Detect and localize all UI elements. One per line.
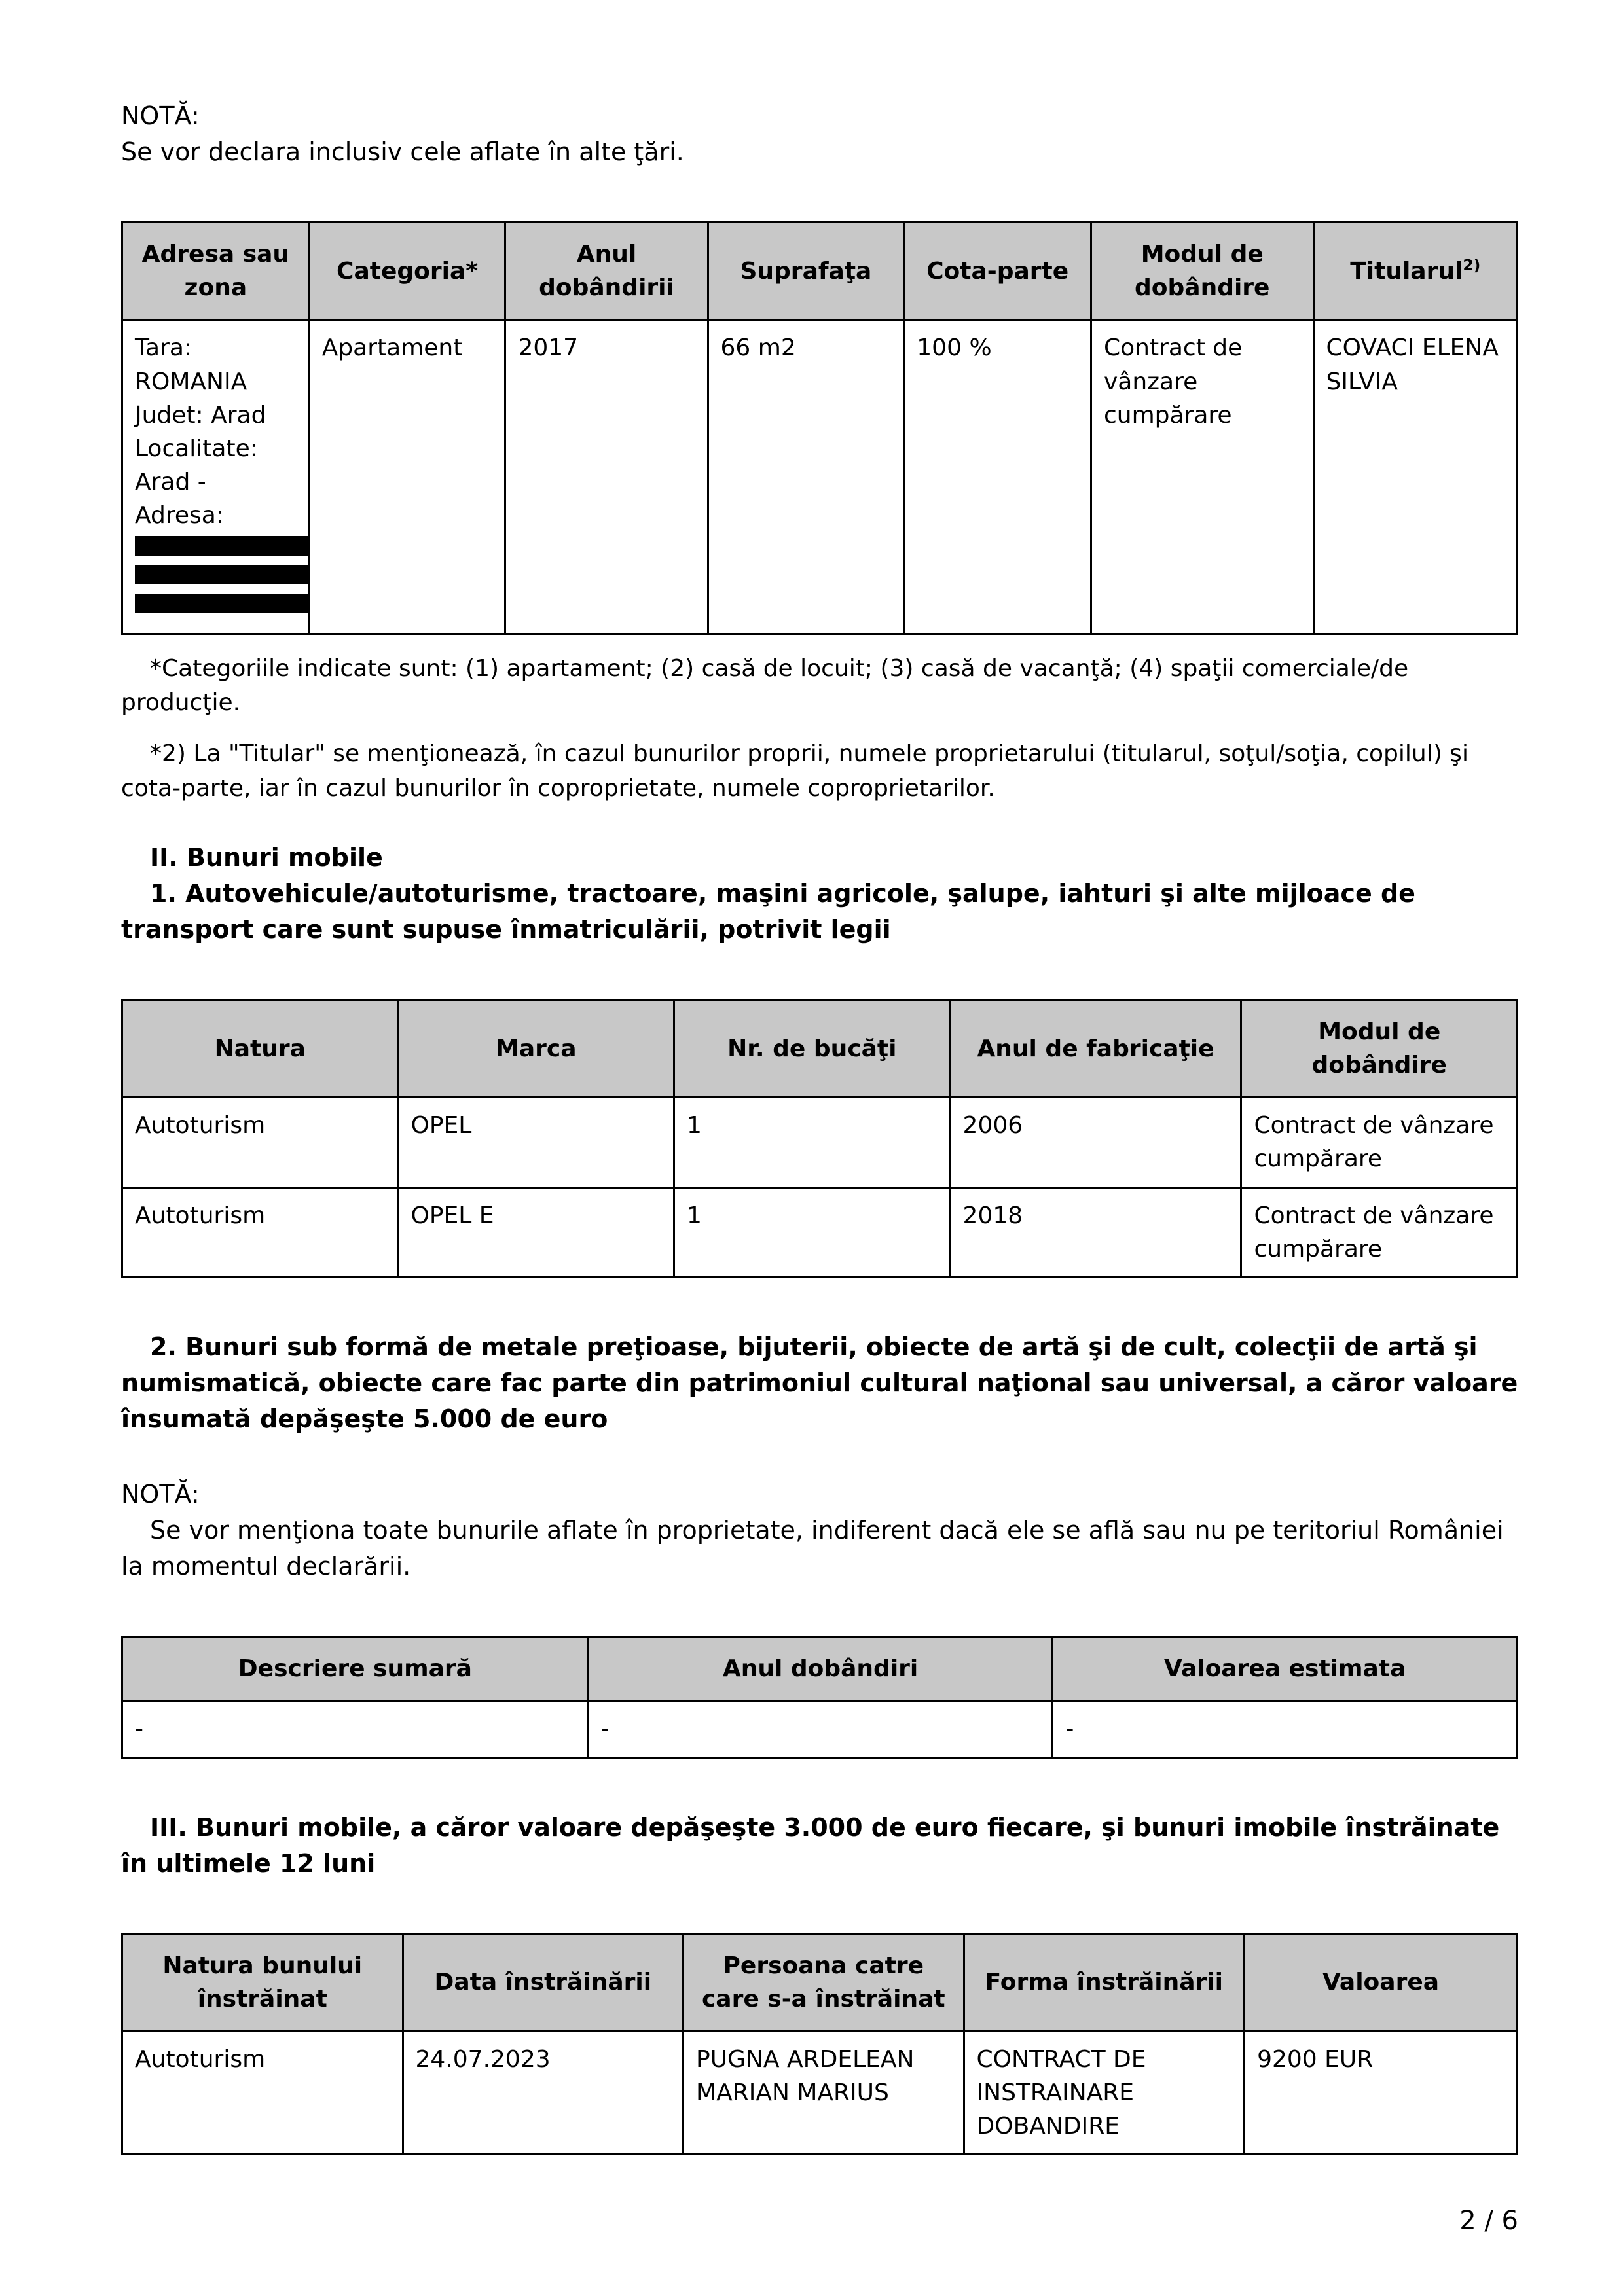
col-modul-dobandire: Modul de dobândire — [1241, 1000, 1518, 1098]
col-natura-bunului: Natura bunului înstrăinat — [122, 1933, 403, 2031]
col-valoarea-estimata: Valoarea estimata — [1053, 1637, 1518, 1701]
cell-natura-bunului: Autoturism — [122, 2031, 403, 2154]
cell-valoarea: 9200 EUR — [1245, 2031, 1518, 2154]
cell-descriere: - — [122, 1701, 589, 1757]
col-forma-instrainarii: Forma înstrăinării — [964, 1933, 1245, 2031]
table-header-row — [122, 223, 1518, 320]
table-header-row — [122, 1933, 1518, 2031]
table-bunuri-imobile-wrapper — [121, 221, 1518, 635]
table-vehicule — [121, 999, 1518, 1278]
table-row — [122, 320, 1518, 634]
cell-nr-bucati: 1 — [674, 1098, 951, 1187]
table-metale-pretioase — [121, 1636, 1518, 1758]
col-titular-footnote-marker: 2) — [1463, 255, 1481, 274]
table-row — [122, 2031, 1518, 2154]
note-top-text: Se vor declara inclusiv cele aflate în alte ţări. — [121, 137, 684, 167]
col-anul-fabricatie: Anul de fabricaţie — [950, 1000, 1241, 1098]
cell-anul-fabricatie: 2006 — [950, 1098, 1241, 1187]
col-suprafata: Suprafaţa — [708, 223, 904, 320]
cell-natura: Autoturism — [122, 1187, 399, 1277]
note-mid-text — [121, 1513, 1518, 1585]
redacted-block — [135, 536, 297, 613]
cell-adresa-text: Tara: ROMANIA Judet: Arad Localitate: Arad - Adresa: — [135, 334, 266, 529]
col-descriere-sumara: Descriere sumară — [122, 1637, 589, 1701]
table-metale-wrapper — [121, 1636, 1518, 1758]
table-vehicule-wrapper — [121, 999, 1518, 1278]
cell-modul-dobandire: Contract de vânzare cumpărare — [1241, 1098, 1518, 1187]
table-row — [122, 1701, 1518, 1757]
col-marca: Marca — [398, 1000, 674, 1098]
note-mid — [121, 1477, 1518, 1585]
col-anul-dobandiri: Anul dobândiri — [588, 1637, 1053, 1701]
table-header-row — [122, 1000, 1518, 1098]
section-II-title-text: II. Bunuri mobile — [150, 842, 383, 872]
cell-anul-fabricatie: 2018 — [950, 1187, 1241, 1277]
cell-valoare: - — [1053, 1701, 1518, 1757]
cell-adresa — [122, 320, 310, 634]
redacted-line — [135, 536, 310, 556]
redacted-line — [135, 565, 310, 584]
cell-suprafata: 66 m2 — [708, 320, 904, 634]
table-header-row — [122, 1637, 1518, 1701]
table-row — [122, 1098, 1518, 1187]
col-modul-dobandire: Modul de dobândire — [1091, 223, 1313, 320]
table-bunuri-imobile — [121, 221, 1518, 635]
col-titular — [1313, 223, 1517, 320]
table-row — [122, 1187, 1518, 1277]
col-anul-dobandirii: Anul dobândirii — [505, 223, 708, 320]
col-valoarea: Valoarea — [1245, 1933, 1518, 2031]
note-mid-label: NOTĂ: — [121, 1480, 200, 1509]
cell-natura: Autoturism — [122, 1098, 399, 1187]
note-top — [121, 98, 1518, 170]
section-II-title — [121, 840, 1518, 876]
section-2-title-text: 2. Bunuri sub formă de metale preţioase, bijuterii, obiecte de artă şi de cult, colecţii de artă şi numismatică, obiecte care fac parte din patrimoniul cultural naţional sau universal, a căror valoare însumată depăşeşte 5.000 de euro — [121, 1332, 1518, 1433]
col-persoana: Persoana catre care s-a înstrăinat — [684, 1933, 964, 2031]
cell-marca: OPEL — [398, 1098, 674, 1187]
cell-modul: Contract de vânzare cumpărare — [1091, 320, 1313, 634]
cell-modul-dobandire: Contract de vânzare cumpărare — [1241, 1187, 1518, 1277]
footnote-titular-text: *2) La "Titular" se menţionează, în cazul bunurilor proprii, numele proprietarului (titularul, soţul/soţia, copilul) şi cota-parte, iar în cazul bunurilor în coproprietate, numele coproprietarilor. — [121, 740, 1468, 802]
col-categoria: Categoria* — [309, 223, 505, 320]
table-bunuri-instrainate — [121, 1933, 1518, 2156]
col-titular-label: Titularul — [1350, 257, 1463, 285]
cell-data: 24.07.2023 — [403, 2031, 684, 2154]
section-III-title — [121, 1810, 1518, 1882]
section-II-subtitle — [121, 876, 1518, 948]
page-number: 2 / 6 — [1459, 2206, 1518, 2236]
cell-forma: CONTRACT DE INSTRAINARE DOBANDIRE — [964, 2031, 1245, 2154]
note-top-label: NOTĂ: — [121, 101, 200, 130]
cell-nr-bucati: 1 — [674, 1187, 951, 1277]
col-cota-parte: Cota-parte — [904, 223, 1091, 320]
section-III-title-text: III. Bunuri mobile, a căror valoare depăşeşte 3.000 de euro fiecare, şi bunuri imobile înstrăinate în ultimele 12 luni — [121, 1812, 1500, 1878]
cell-categoria: Apartament — [309, 320, 505, 634]
col-nr-bucati: Nr. de bucăţi — [674, 1000, 951, 1098]
cell-titular: COVACI ELENA SILVIA — [1313, 320, 1517, 634]
col-adresa: Adresa sau zona — [122, 223, 310, 320]
cell-anul: 2017 — [505, 320, 708, 634]
col-data-instrainarii: Data înstrăinării — [403, 1933, 684, 2031]
section-2-title — [121, 1329, 1518, 1437]
table-instrainate-wrapper — [121, 1933, 1518, 2156]
note-mid-body: Se vor menţiona toate bunurile aflate în proprietate, indiferent dacă ele se află sau nu pe teritoriul României la momentul declarării. — [121, 1516, 1504, 1581]
cell-cota: 100 % — [904, 320, 1091, 634]
redacted-line — [135, 594, 310, 613]
section-II-subtitle-text: 1. Autovehicule/autoturisme, tractoare, maşini agricole, şalupe, iahturi şi alte mijloace de transport care sunt supuse înmatriculării, potrivit legii — [121, 878, 1415, 944]
col-natura: Natura — [122, 1000, 399, 1098]
cell-marca: OPEL E — [398, 1187, 674, 1277]
footnote-categorii-text: *Categoriile indicate sunt: (1) apartament; (2) casă de locuit; (3) casă de vacanţă; (4) spaţii comerciale/de producţie. — [121, 655, 1409, 717]
footnote-titular — [121, 737, 1518, 805]
cell-anul: - — [588, 1701, 1053, 1757]
footnote-categorii — [121, 652, 1518, 720]
cell-persoana: PUGNA ARDELEAN MARIAN MARIUS — [684, 2031, 964, 2154]
